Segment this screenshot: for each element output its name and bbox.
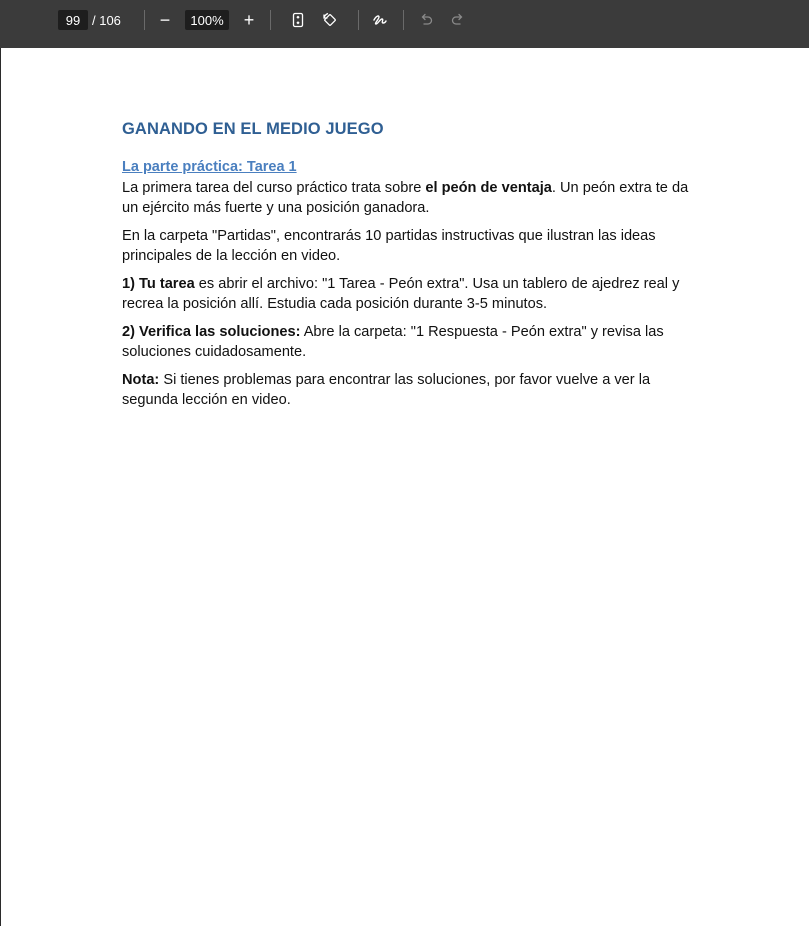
rotate-button[interactable] [318, 8, 342, 32]
fit-page-icon [290, 12, 306, 28]
toolbar-divider [144, 10, 145, 30]
paragraph-folder [122, 227, 707, 266]
page-count: / 106 [92, 12, 121, 28]
draw-icon [371, 11, 389, 29]
page-number-input[interactable]: 99 [58, 10, 88, 30]
paragraph-task [122, 275, 707, 314]
paragraph-bold-text: el peón de ventaja [425, 180, 552, 196]
fit-page-button[interactable] [286, 8, 310, 32]
paragraph-text: . Un peón extra te da un ejército más fuerte y una posición ganadora. [122, 180, 689, 216]
toolbar-divider [403, 10, 404, 30]
paragraph-verify [122, 323, 707, 362]
paragraph-intro [122, 179, 707, 218]
undo-button[interactable] [414, 8, 438, 32]
document-subtitle: La parte práctica: Tarea 1 [122, 159, 297, 175]
paragraph-text: Abre la carpeta: "1 Respuesta - Peón extra" y revisa las soluciones cuidadosamente. [122, 324, 664, 360]
zoom-level-input[interactable]: 100% [185, 10, 229, 30]
rotate-icon [321, 11, 339, 29]
redo-button[interactable] [446, 8, 470, 32]
paragraph-bold-text: 1) Tu tarea [122, 276, 195, 292]
pdf-page [0, 48, 809, 926]
paragraph-bold-text: 2) Verifica las soluciones: [122, 324, 301, 340]
toolbar-divider [270, 10, 271, 30]
zoom-in-label: + [243, 10, 255, 30]
paragraph-text: Si tienes problemas para encontrar las soluciones, por favor vuelve a ver la segunda lección en video. [122, 372, 651, 408]
undo-icon [418, 12, 434, 28]
paragraph-text: En la carpeta "Partidas", encontrarás 10 partidas instructivas que ilustran las ideas principales de la lección en video. [122, 228, 656, 264]
page-content [122, 120, 707, 419]
pdf-toolbar [0, 0, 809, 48]
paragraph-bold-text: Nota: [122, 372, 160, 388]
document-title: GANANDO EN EL MEDIO JUEGO [122, 120, 384, 138]
zoom-out-label: − [159, 10, 171, 30]
zoom-in-button[interactable] [237, 8, 261, 32]
paragraph-text: La primera tarea del curso práctico trata sobre [122, 180, 426, 196]
zoom-out-button[interactable] [153, 8, 177, 32]
draw-button[interactable] [368, 8, 392, 32]
redo-icon [450, 12, 466, 28]
paragraph-note [122, 371, 707, 410]
paragraph-text: es abrir el archivo: "1 Tarea - Peón extra". Usa un tablero de ajedrez real y recrea la posición allí. Estudia cada posición durante 3-5 minutos. [122, 276, 680, 312]
toolbar-divider [358, 10, 359, 30]
